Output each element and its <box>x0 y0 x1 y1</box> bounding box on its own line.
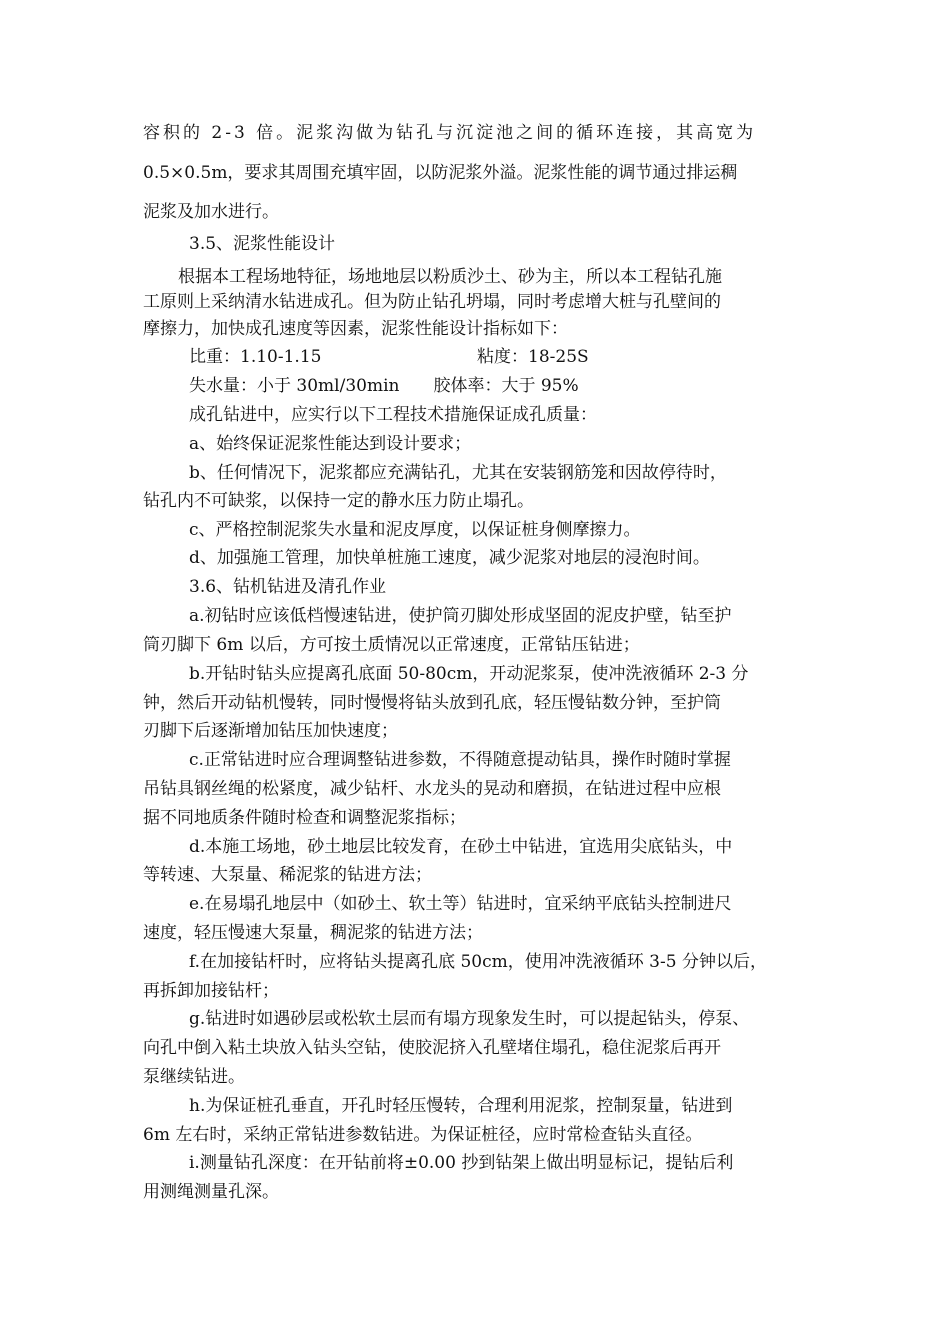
section-heading: 3.6、钻机钻进及清孔作业 <box>189 577 387 597</box>
list-item-continuation: 等转速、大泵量、稀泥浆的钻进方法； <box>143 865 432 885</box>
list-item-continuation: 速度，轻压慢速大泵量，稠泥浆的钻进方法； <box>143 923 483 943</box>
body-text-line: 0.5×0.5m，要求其周围充填牢固，以防泥浆外溢。泥浆性能的调节通过排运稠 <box>143 163 738 183</box>
list-item-continuation: 再拆卸加接钻杆； <box>143 981 279 1001</box>
body-text-line: 根据本工程场地特征，场地地层以粉质沙土、砂为主，所以本工程钻孔施 <box>178 267 722 287</box>
list-item-continuation: 向孔中倒入粘土块放入钻头空钻，使胶泥挤入孔壁堵住塌孔，稳住泥浆后再开 <box>143 1038 721 1058</box>
list-item-continuation: 筒刃脚下 6m 以后，方可按土质情况以正常速度，正常钻压钻进； <box>143 635 640 655</box>
list-item: i.测量钻孔深度：在开钻前将±0.00 抄到钻架上做出明显标记，提钻后利 <box>189 1153 734 1173</box>
list-item-continuation: 据不同地质条件随时检查和调整泥浆指标； <box>143 808 466 828</box>
list-item-continuation: 6m 左右时，采纳正常钻进参数钻进。为保证桩径，应时常检查钻头直径。 <box>143 1125 703 1145</box>
body-text-line: 工原则上采纳清水钻进成孔。但为防止钻孔坍塌，同时考虑增大桩与孔壁间的 <box>143 292 721 312</box>
body-text-line: 容积的 2-3 倍。泥浆沟做为钻孔与沉淀池之间的循环连接，其高宽为 <box>143 123 757 143</box>
list-item: h.为保证桩孔垂直，开孔时轻压慢转，合理利用泥浆，控制泵量，钻进到 <box>189 1096 733 1116</box>
section-heading: 3.5、泥浆性能设计 <box>189 234 336 254</box>
list-item: a.初钻时应该低档慢速钻进，使护筒刃脚处形成坚固的泥皮护壁，钻至护 <box>189 606 732 626</box>
spec-line-viscosity: 粘度：18-25S <box>477 347 589 367</box>
body-text-line: 摩擦力，加快成孔速度等因素，泥浆性能设计指标如下： <box>143 319 568 339</box>
list-item: b.开钻时钻头应提离孔底面 50-80cm，开动泥浆泵，使冲洗液循环 2-3 分 <box>189 664 749 684</box>
list-item: b、任何情况下，泥浆都应充满钻孔，尤其在安装钢筋笼和因故停待时， <box>189 463 727 483</box>
list-item: d.本施工场地，砂土地层比较发育，在砂土中钻进，宜选用尖底钻头，中 <box>189 837 733 857</box>
body-text-line: 泥浆及加水进行。 <box>143 202 279 222</box>
list-item-continuation: 泵继续钻进。 <box>143 1067 245 1087</box>
list-item-continuation: 钻孔内不可缺浆，以保持一定的静水压力防止塌孔。 <box>143 491 534 511</box>
list-item: g.钻进时如遇砂层或松软土层而有塌方现象发生时，可以提起钻头，停泵、 <box>189 1009 750 1029</box>
list-item: d、加强施工管理，加快单桩施工速度，减少泥浆对地层的浸泡时间。 <box>189 548 710 568</box>
list-item-continuation: 用测绳测量孔深。 <box>143 1182 279 1202</box>
list-item: e.在易塌孔地层中（如砂土、软土等）钻进时，宜采纳平底钻头控制进尺 <box>189 894 732 914</box>
list-item: c、严格控制泥浆失水量和泥皮厚度，以保证桩身侧摩擦力。 <box>189 520 641 540</box>
spec-line-density: 比重：1.10-1.15 <box>189 347 322 367</box>
list-item-continuation: 刃脚下后逐渐增加钻压加快速度； <box>143 721 398 741</box>
body-text-line: 成孔钻进中，应实行以下工程技术措施保证成孔质量： <box>189 405 597 425</box>
list-item-continuation: 吊钻具钢丝绳的松紧度，减少钻杆、水龙头的晃动和磨损，在钻进过程中应根 <box>143 779 721 799</box>
list-item-continuation: 钟，然后开动钻机慢转，同时慢慢将钻头放到孔底，轻压慢钻数分钟，至护筒 <box>143 693 721 713</box>
spec-line-water-loss: 失水量：小于 30ml/30min 胶体率：大于 95% <box>189 376 579 396</box>
list-item: a、始终保证泥浆性能达到设计要求； <box>189 434 472 454</box>
list-item: f.在加接钻杆时，应将钻头提离孔底 50cm，使用冲洗液循环 3-5 分钟以后， <box>189 952 767 972</box>
list-item: c.正常钻进时应合理调整钻进参数，不得随意提动钻具，操作时随时掌握 <box>189 750 731 770</box>
